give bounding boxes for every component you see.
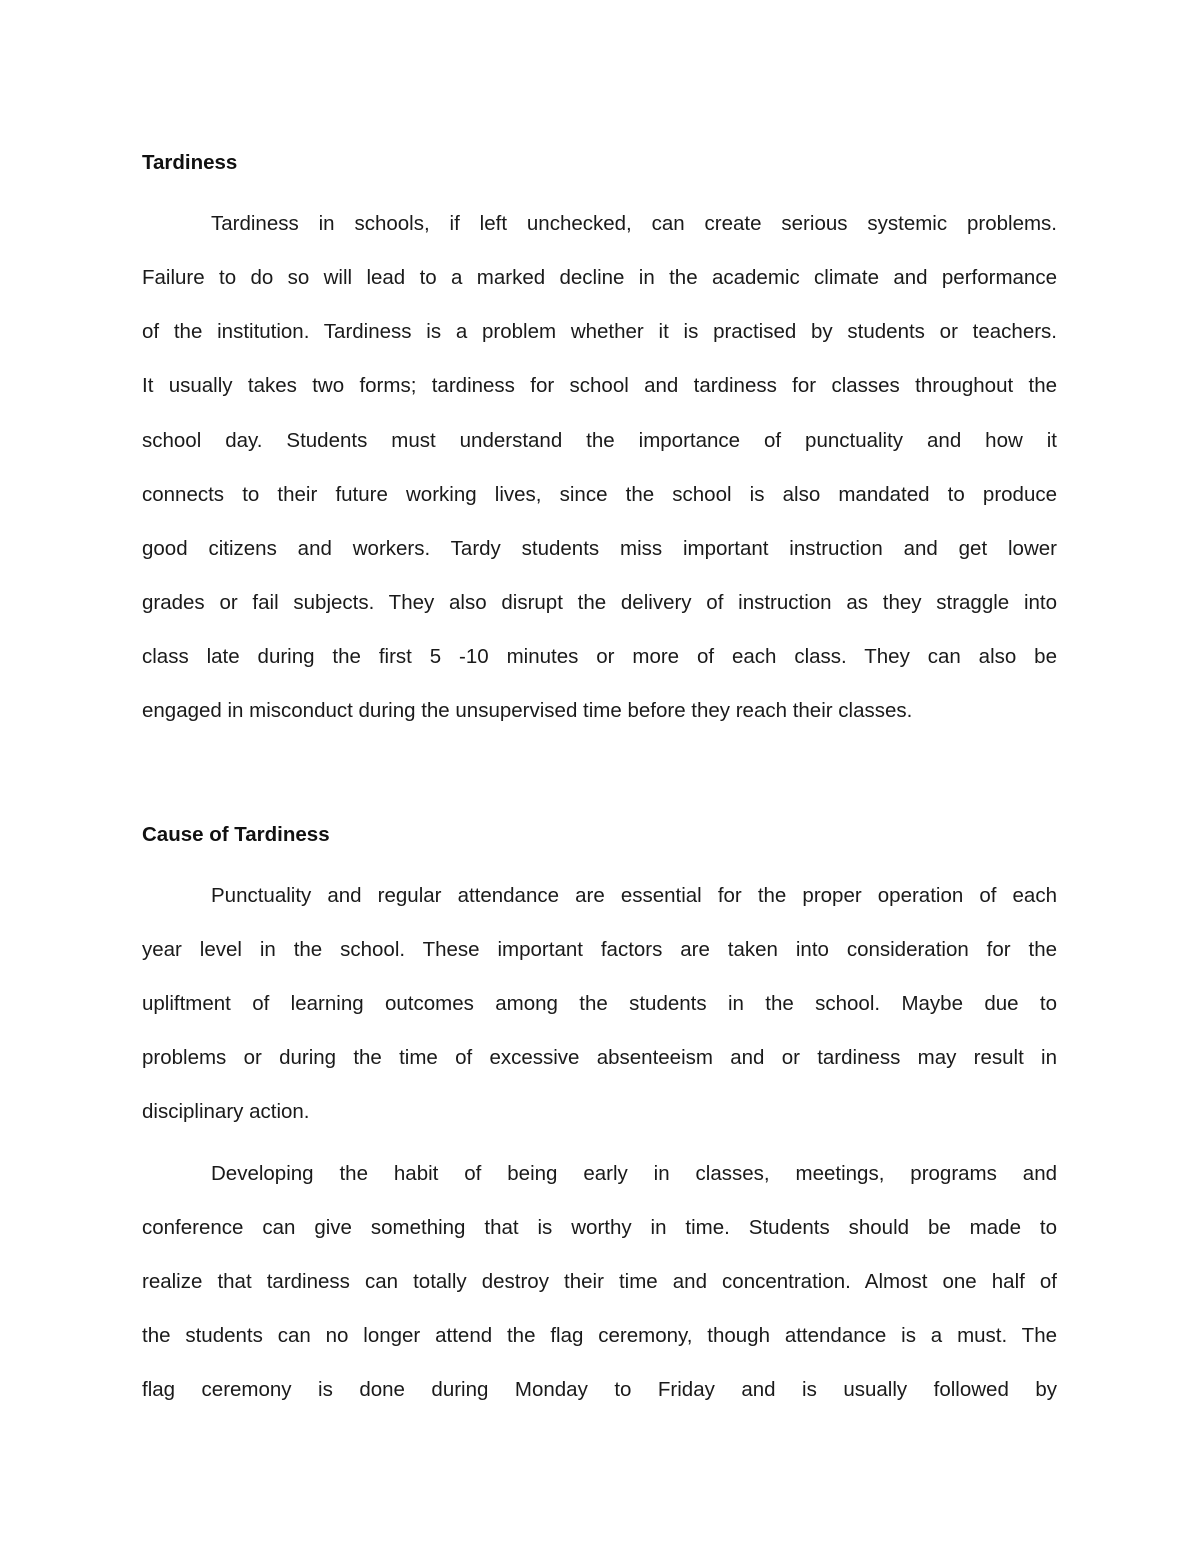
paragraph-line: Punctuality and regular attendance are essential for the proper operation of each (211, 884, 1057, 907)
paragraph-line: flag ceremony is done during Monday to Friday and is usually followed by (142, 1378, 1057, 1401)
paragraph-line: school day. Students must understand the importance of punctuality and how it (142, 429, 1057, 452)
paragraph-line: It usually takes two forms; tardiness for school and tardiness for classes throughout the (142, 374, 1057, 397)
paragraph-line: Developing the habit of being early in classes, meetings, programs and (211, 1162, 1057, 1185)
paragraph-line: class late during the first 5 -10 minutes or more of each class. They can also be (142, 645, 1057, 668)
paragraph-line: upliftment of learning outcomes among the students in the school. Maybe due to (142, 992, 1057, 1015)
paragraph-line: the students can no longer attend the flag ceremony, though attendance is a must. The (142, 1324, 1057, 1347)
paragraph-line: Tardiness in schools, if left unchecked, can create serious systemic problems. (211, 212, 1057, 235)
paragraph-line: Failure to do so will lead to a marked decline in the academic climate and performance (142, 266, 1057, 289)
paragraph-line: year level in the school. These important factors are taken into consideration for the (142, 938, 1057, 961)
paragraph-line: engaged in misconduct during the unsupervised time before they reach their classes. (142, 699, 913, 722)
paragraph-line: problems or during the time of excessive absenteeism and or tardiness may result in (142, 1046, 1057, 1069)
section-heading-tardiness: Tardiness (142, 151, 238, 174)
paragraph-line: realize that tardiness can totally destroy their time and concentration. Almost one half of (142, 1270, 1057, 1293)
paragraph-line: good citizens and workers. Tardy students miss important instruction and get lower (142, 537, 1057, 560)
paragraph-line: grades or fail subjects. They also disrupt the delivery of instruction as they straggle into (142, 591, 1057, 614)
paragraph-line: of the institution. Tardiness is a problem whether it is practised by students or teachers. (142, 320, 1057, 343)
section-heading-cause-of-tardiness: Cause of Tardiness (142, 823, 330, 846)
paragraph-line: connects to their future working lives, since the school is also mandated to produce (142, 483, 1057, 506)
paragraph-line: disciplinary action. (142, 1100, 310, 1123)
paragraph-line: conference can give something that is worthy in time. Students should be made to (142, 1216, 1057, 1239)
